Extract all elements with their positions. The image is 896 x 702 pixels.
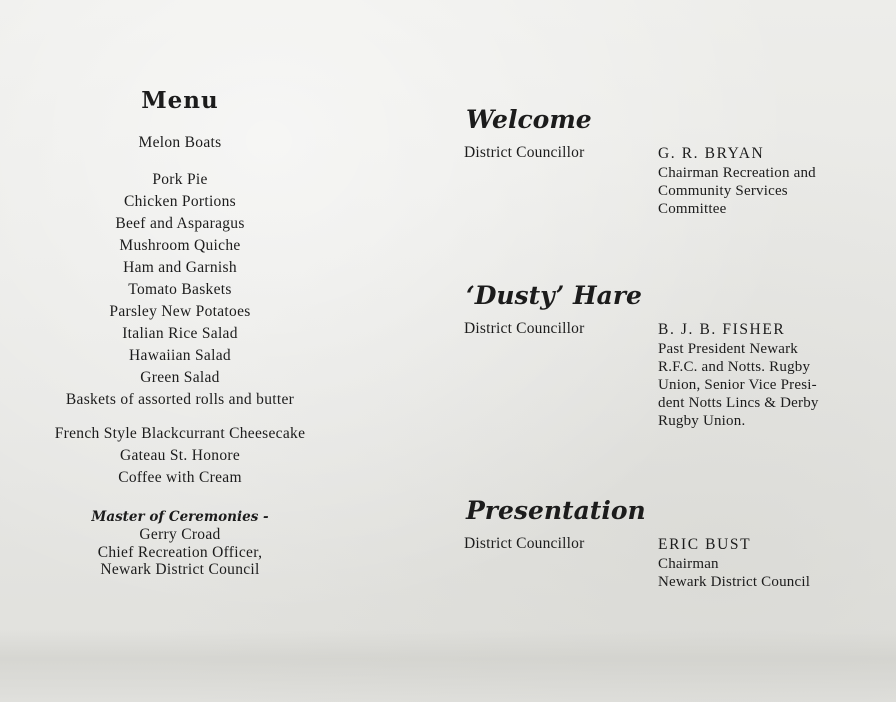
master-of-ceremonies-line: Chief Recreation Officer, [97,543,263,561]
programme-section-presentation [462,495,882,607]
menu-heading: Menu [141,87,219,114]
menu-item: Mushroom Quiche [119,237,241,254]
menu-column [30,86,330,579]
menu-item: Beef and Asparagus [115,215,245,232]
master-of-ceremonies-line: Gerry Croad [139,526,221,543]
speaker-name: B. J. B. FISHER [658,321,786,338]
speaker-name: G. R. BRYAN [658,145,765,162]
menu-item: Coffee with Cream [118,469,242,486]
speaker-role: District Councillor [464,535,585,552]
section-heading: ‘Dusty’ Hare [466,281,642,310]
paper-fold-shadow [0,630,896,702]
menu-item: Pork Pie [152,171,208,188]
master-of-ceremonies-line: Newark District Council [100,561,260,578]
speaker-description-line: Newark District Council [658,574,811,590]
speaker-description-line: Committee [658,201,727,217]
menu-item: Parsley New Potatoes [109,303,251,320]
speaker-role: District Councillor [464,320,585,337]
master-of-ceremonies-title: Master of Ceremonies - [91,509,269,525]
speaker-description-line: Community Services [658,183,788,199]
speaker-description-line: Chairman [658,556,719,572]
menu-item: Baskets of assorted rolls and butter [65,391,295,408]
speaker-description-line: Union, Senior Vice Presi- [658,377,817,393]
menu-item: Tomato Baskets [128,281,232,298]
menu-item: Hawaiian Salad [129,347,231,364]
programme-section-dusty-hare [462,280,882,452]
menu-item: Melon Boats [138,134,222,151]
speaker-description-line: dent Notts Lincs & Derby [658,395,819,411]
menu-item: Green Salad [140,369,220,386]
speaker-role: District Councillor [464,144,585,161]
programme-section-welcome [462,104,882,246]
section-heading: Welcome [466,105,592,134]
menu-item: Ham and Garnish [123,259,237,276]
section-heading: Presentation [466,496,646,525]
menu-item: Gateau St. Honore [119,447,241,464]
speaker-description-line: Rugby Union. [658,413,746,429]
menu-item: French Style Blackcurrant Cheesecake [54,425,306,442]
menu-item: Italian Rice Salad [122,325,238,342]
speaker-description-line: R.F.C. and Notts. Rugby [658,359,811,375]
speaker-description-line: Past President Newark [658,341,799,357]
menu-item: Chicken Portions [123,193,236,210]
speaker-name: ERIC BUST [658,536,752,553]
speaker-description-line: Chairman Recreation and [658,165,816,181]
